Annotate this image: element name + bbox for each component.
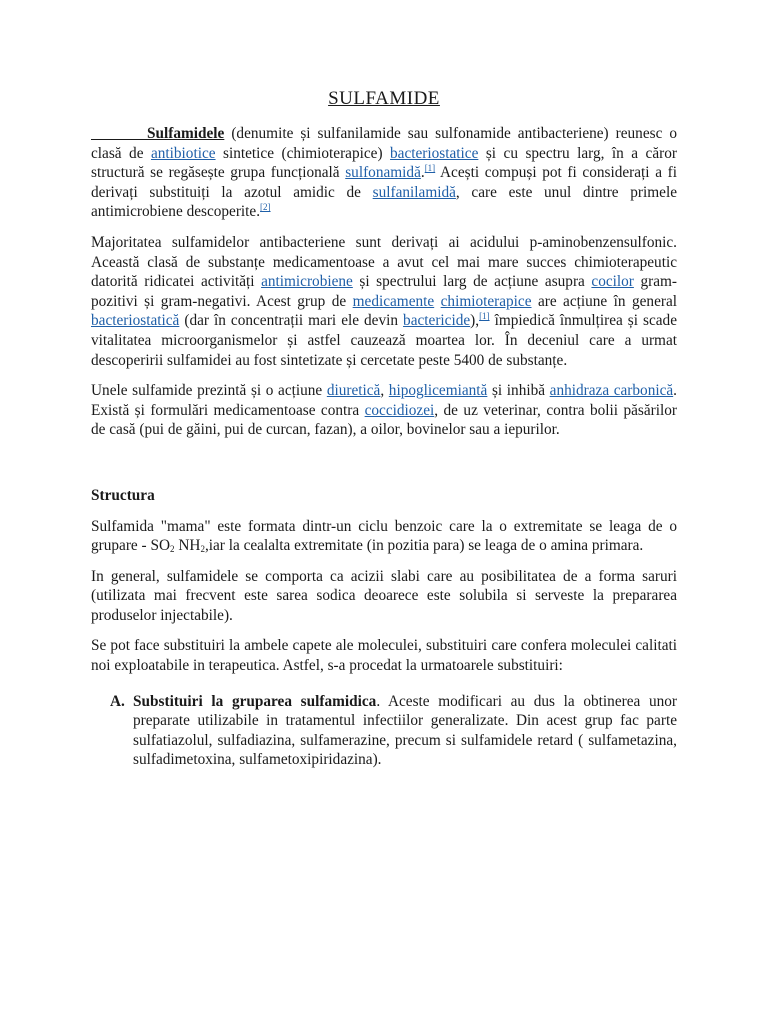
- term-sulfamidele: Sulfamidele: [147, 125, 225, 142]
- page-title: SULFAMIDE: [328, 88, 440, 109]
- link-bactericide[interactable]: bactericide: [403, 312, 471, 330]
- ref-link-1[interactable]: [1]: [424, 163, 436, 174]
- paragraph-sulfamida-mama: Sulfamida "mama" este formata dintr-un ciclu benzoic care la o extremitate se leaga de o grupare - $SO_2$ $NH_2,iar$ la cealalta extremitate (in pozitia para) se leaga de o amina primara.: [91, 517, 677, 555]
- paragraph-majoritatea: Majoritatea sulfamidelor antibacteriene sunt derivați ai acidului p-aminobenzensulfonic. Această clasă de substanțe medicamentoase a avut cel mai mare succes chimioterapeutic datorită ridicatei activități antimicrobiene și spectrului larg de acțiune asupra cocilor gram-pozitivi și gram-negativi. Acest grup de medicamente chimioterapice are acțiune în general bacteriostatică (dar în concentrații mari ele devin bactericide),[1] împiedică înmulțirea și scade vitalitatea microorganismelor și astfel cauzează moartea lor. În deceniul care a urmat descoperirii sulfamidei au fost sintetizate și cercetate peste 5400 de substanțe.: [91, 233, 678, 369]
- section-heading-structura: Structura: [91, 486, 155, 504]
- link-antibiotice[interactable]: antibiotice: [150, 144, 216, 162]
- list-item-a: [91, 692, 677, 770]
- indent-line: [91, 125, 147, 140]
- link-sulfanilamida[interactable]: sulfanilamidă: [372, 183, 456, 201]
- paragraph-unele: Unele sulfamide prezintă și o acțiune diuretică, hipoglicemiantă și inhibă anhidraza carbonică. Există și formulări medicamentoase contra coccidiozei, de uz veterinar, contra bolii păsărilor de casă (pui de găini, pui de curcan, fazan), a oilor, bovinelor sau a iepurilor.: [91, 382, 678, 439]
- link-anhidraza-carbonica[interactable]: anhidraza carbonică: [549, 382, 674, 400]
- link-chimioterapice[interactable]: chimioterapice: [440, 292, 532, 310]
- link-coccidiozei[interactable]: coccidiozei: [364, 401, 435, 419]
- link-hipoglicemianta[interactable]: hipoglicemiantă: [388, 382, 488, 400]
- link-bacteriostatica[interactable]: bacteriostatică: [91, 312, 180, 330]
- link-diuretica[interactable]: diuretică: [326, 382, 381, 400]
- link-cocilor[interactable]: cocilor: [591, 273, 634, 291]
- paragraph-in-general: In general, sulfamidele se comporta ca acizii slabi care au posibilitatea de a forma saruri (utilizata mai frecvent este sarea sodica deoarece este solubila si serveste la prepararea produselor injectabile).: [91, 567, 677, 624]
- paragraph-substituiri: Se pot face substituiri la ambele capete ale moleculei, substituiri care confera moleculei calitati noi exploatabile in terapeutica. Astfel, s-a procedat la urmatoarele substituiri:: [91, 637, 677, 675]
- link-antimicrobiene[interactable]: antimicrobiene: [261, 273, 353, 291]
- ref-link-2[interactable]: [2]: [260, 202, 271, 213]
- list-item-text: Substituiri la gruparea sulfamidica. Aceste modificari au dus la obtinerea unor preparate utilizabile in tratamentul infectiilor generalizate. Din acest grup fac parte sulfatiazolul, sulfadiazina, sulfamerazine, precum si sulfamidele retard ( sulfametazina, sulfadimetoxina, sulfametoxipiridazina).: [133, 692, 677, 769]
- paragraph-intro: Sulfamidele (denumite și sulfanilamide sau sulfonamide antibacteriene) reunesc o clasă de antibiotice sintetice (chimioterapice) bacteriostatice și cu spectru larg, în a căror structură se regăsește grupa funcțională sulfonamidă.[1] Acești compuși pot fi considerați a fi derivați substituiți la azotul amidic de sulfanilamidă, care este unul dintre primele antimicrobiene descoperite.[2]: [91, 125, 677, 221]
- link-medicamente[interactable]: medicamente: [352, 292, 435, 310]
- link-bacteriostatice[interactable]: bacteriostatice: [390, 144, 479, 162]
- list-marker: A.: [110, 692, 125, 710]
- link-sulfonamida[interactable]: sulfonamidă: [345, 164, 421, 182]
- ref-link-1b[interactable]: [1]: [479, 311, 490, 322]
